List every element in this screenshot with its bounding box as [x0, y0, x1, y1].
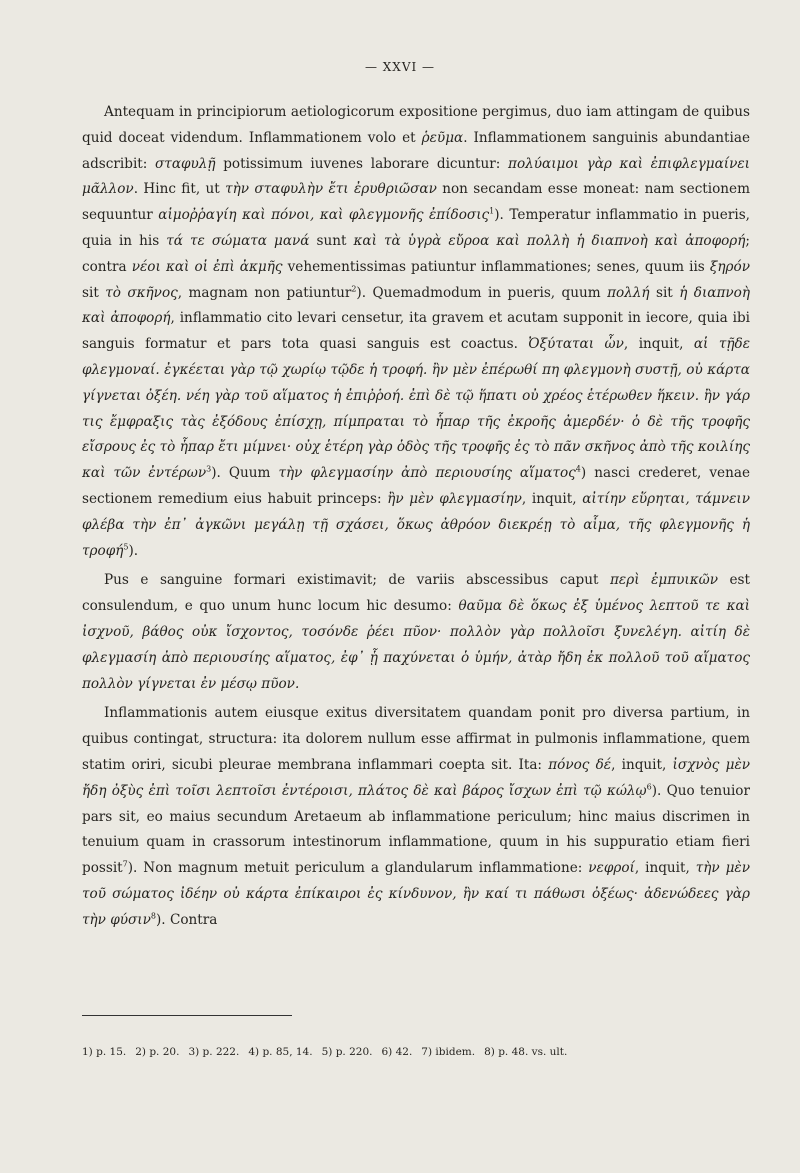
footnote-marker: 1 — [489, 206, 495, 216]
latin-text: sit — [82, 284, 106, 301]
greek-quotation: ἰσχνὸς μὲν ἤδη ὀξὺς ἐπὶ τοῖσι λεπτοῖσι ἐντέροισι, πλάτος δὲ καὶ βάρος ἴσχων ἐπὶ τῷ κώλῳ — [82, 756, 751, 799]
latin-text: potissimum iuvenes laborare dicuntur: — [215, 155, 509, 172]
footnote-rule — [82, 1015, 292, 1016]
latin-text: , magnam non patiuntur — [177, 284, 352, 301]
greek-quotation: ῥεῦμα — [421, 129, 464, 146]
page-number: — XXVI — — [364, 60, 436, 74]
greek-quotation: αἱμοῤῥαγίη καὶ πόνοι, καὶ φλεγμονῆς ἐπίδοσις — [158, 207, 490, 224]
greek-quotation: τὸ σκῆνος — [105, 284, 178, 301]
latin-text: ) nasci crederet, venae sectionem remedium eius habuit princeps: — [82, 465, 751, 507]
greek-quotation: πολλή — [607, 284, 650, 301]
latin-text: , inquit, — [611, 756, 673, 773]
latin-text: . Hinc fit, ut — [133, 181, 226, 198]
footnote-marker: 2 — [351, 284, 357, 294]
greek-quotation: νεφροί — [588, 860, 635, 877]
latin-text: ). Temperatur inflammatio in pueris, quia in his — [82, 207, 750, 249]
footnote-entry: 6) 42. — [381, 1046, 413, 1058]
latin-text: vehementissimas patiuntur inflammationes; senes, quum iis — [282, 258, 710, 275]
latin-text: ). — [128, 542, 139, 559]
latin-text: , inflammatio cito levari censetur, ita gravem et acutam supponit in iecore, quia ibi sanguis formatur et pars tota quasi sanguis est coactus. — [82, 310, 751, 353]
latin-text: Inflammationis autem eiusque exitus diversitatem quandam ponit pro diversa partium, in quibus contingat, structura: ita dolorem nullum esse affirmat in pulmonis inflammatione, quem statim oriri, sicubi pleurae membrana inflammari coepta sit. Ita: — [82, 705, 750, 773]
latin-text: , inquit, — [634, 860, 696, 877]
latin-text: est consulendum, e quo unum hunc locum hic desumo: — [82, 572, 751, 615]
latin-text: , inquit, — [521, 490, 583, 507]
greek-quotation: τὴν φλεγμασίην ἀπὸ περιουσίης αἵματος — [278, 465, 576, 482]
latin-text: ; contra — [82, 232, 750, 275]
greek-quotation: αἰτίην εὕρηται, τάμνειν φλέβα τὴν ἐπ᾽ ἀγκῶνι μεγάλῃ τῇ σχάσει, ὅκως ἀθρόον διεκρέῃ τὸ αἷμα, τῆς φλεγμονῆς ἡ τροφή — [82, 490, 750, 559]
footnote-entry: 2) p. 20. — [135, 1046, 180, 1058]
footnote-entry: 3) p. 222. — [188, 1046, 240, 1058]
footnote-entry: 5) p. 220. — [321, 1046, 373, 1058]
greek-quotation: αἱ τῇδε φλεγμοναί. ἐγκέεται γὰρ τῷ χωρίῳ τῷδε ἡ τροφή. ἢν μὲν ἐπέρωθί πη φλεγμονὴ συστῇ, οὐ κάρτα γίγνεται ὀξέη. νέη γὰρ τοῦ αἵματος ἡ ἐπιῤῥοή. ἐπὶ δὲ τῷ ἥπατι οὐ χρέος ἑτέρωθεν ἥκειν. ἢν γάρ τις ἔμφραξις τὰς ἐξόδους ἐπίσχῃ, πίμπραται τὸ ἧπαρ τῆς ἐκροῆς ἀμερδέν· ὁ δὲ τῆς τροφῆς εἴσρους ἐς τὸ ἧπαρ ἔτι μίμνει· οὐχ ἑτέρη γὰρ ὁδὸς τῆς τροφῆς ἐς τὸ πᾶν σκῆνος ἀπὸ τῆς κοιλίης καὶ τῶν ἐντέρων — [82, 336, 751, 482]
latin-text: ). Quo tenuior pars sit, eo maius secundum Aretaeum ab inflammatione periculum; hinc maius discrimen in tenuium quam in crassorum intestinorum inflammatione, quum in his suppuratio etiam fieri possit — [82, 782, 750, 877]
paragraph — [82, 701, 750, 933]
latin-text: ). Non magnum metuit periculum a glandularum inflammatione: — [127, 860, 589, 877]
greek-quotation: πόνος δέ — [548, 756, 612, 773]
greek-quotation: πολύαιμοι γὰρ καὶ ἐπιφλεγμαίνει μᾶλλον — [82, 155, 750, 198]
paragraph — [82, 100, 750, 564]
latin-text: non secandam esse moneat: nam sectionem sequuntur — [82, 181, 750, 224]
greek-quotation: σταφυλῇ — [155, 155, 216, 172]
greek-quotation: Ὀξύταται ὧν — [528, 336, 624, 353]
latin-text: , inquit, — [623, 336, 694, 353]
latin-text: sunt — [309, 232, 354, 249]
greek-quotation: νέοι καὶ οἱ ἐπὶ ἀκμῆς — [131, 258, 283, 275]
latin-text: ). Quemadmodum in pueris, quum — [356, 284, 608, 301]
greek-quotation: τὴν μὲν τοῦ σώματος ἰδέην οὐ κάρτα ἐπίκαιροι ἐς κίνδυνον, ἢν καί τι πάθωσι ὀξέως· ἀδενώδεες γὰρ τὴν φύσιν — [82, 860, 750, 928]
latin-text: . Inflammationem sanguinis abundantiae adscribit: — [82, 129, 750, 172]
paragraph — [82, 568, 750, 697]
greek-quotation: τά τε σώματα μανά — [166, 232, 310, 249]
greek-quotation: ἡ διαπνοὴ καὶ ἀποφορή — [82, 284, 750, 327]
greek-quotation: περὶ ἐμπυικῶν — [610, 572, 718, 589]
footnote-entry: 7) ibidem. — [421, 1046, 476, 1058]
greek-quotation: ξηρόν — [709, 258, 750, 275]
latin-text: ). Contra — [156, 911, 218, 928]
footnote-entry: 1) p. 15. — [82, 1046, 127, 1058]
footnote-marker: 8 — [150, 911, 156, 921]
footnote-marker: 3 — [206, 464, 212, 474]
latin-text: sit — [649, 284, 680, 301]
footnote-marker: 5 — [123, 542, 129, 552]
footnote-entry: 8) p. 48. vs. ult. — [484, 1046, 568, 1058]
footnote-entry: 4) p. 85, 14. — [248, 1046, 313, 1058]
greek-quotation: καὶ τὰ ὑγρὰ εὔροα καὶ πολλὴ ἡ διαπνοὴ καὶ ἀποφορή — [353, 232, 746, 249]
latin-text: Antequam in principiorum aetiologicorum expositione pergimus, duo iam attingam de quibus quid doceat videndum. Inflammationem volo et — [82, 104, 750, 146]
footnote-marker: 4 — [575, 464, 581, 474]
latin-text: ). Quum — [211, 465, 279, 482]
greek-quotation: θαῦμα δὲ ὅκως ἐξ ὑμένος λεπτοῦ τε καὶ ἰσχνοῦ, βάθος οὐκ ἴσχοντος, τοσόνδε ῥέει πῦον· πολλὸν γὰρ πολλοῖσι ξυνελέγη. αἰτίη δὲ φλεγμασίη ἀπὸ περιουσίης αἵματος, ἐφ᾽ ᾗ παχύνεται ὁ ὑμήν, ἀτὰρ ἤδη ἐκ πολλοῦ τοῦ αἵματος πολλὸν γίγνεται ἐν μέσῳ πῦον. — [82, 598, 750, 692]
greek-quotation: ἢν μὲν φλεγμασίην — [387, 490, 522, 507]
footnotes — [82, 1046, 750, 1058]
body-text — [82, 100, 750, 934]
latin-text: Pus e sanguine formari existimavit; de variis abscessibus caput — [104, 572, 610, 589]
footnote-marker: 7 — [122, 859, 128, 869]
footnote-marker: 6 — [646, 782, 652, 792]
greek-quotation: τὴν σταφυλὴν ἔτι ἐρυθριῶσαν — [225, 181, 437, 198]
